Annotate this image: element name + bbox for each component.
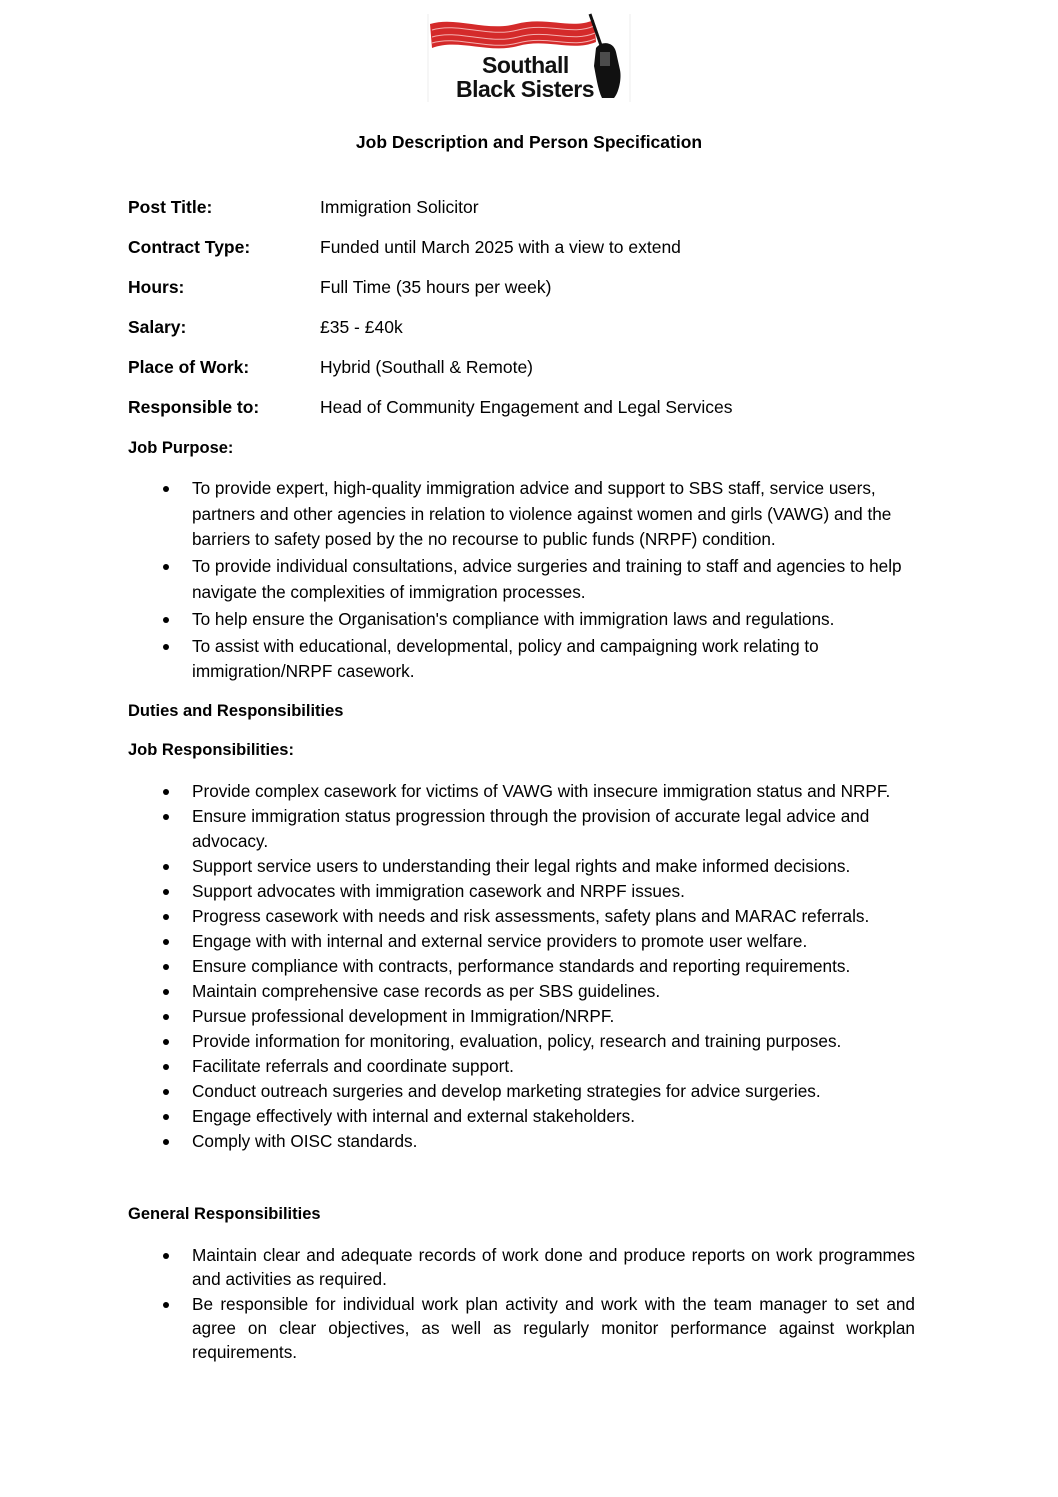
list-item: Comply with OISC standards. xyxy=(128,1129,928,1154)
field-value: Funded until March 2025 with a view to extend xyxy=(320,237,681,257)
list-item: Maintain clear and adequate records of work done and produce reports on work programmes and activities as required. xyxy=(128,1243,915,1291)
list-item: Facilitate referrals and coordinate support. xyxy=(128,1054,928,1079)
list-item: Engage with with internal and external service providers to promote user welfare. xyxy=(128,929,928,954)
field-value: £35 - £40k xyxy=(320,317,403,337)
field-label: Hours: xyxy=(128,277,185,297)
list-item: To help ensure the Organisation's compliance with immigration laws and regulations. xyxy=(128,607,928,633)
list-item: Be responsible for individual work plan activity and work with the team manager to set and agree on clear objectives, as well as regularly monitor performance against workplan requirements. xyxy=(128,1292,915,1364)
field-value: Immigration Solicitor xyxy=(320,197,479,217)
list-item: Support service users to understanding their legal rights and make informed decisions. xyxy=(128,854,928,879)
list-item: Ensure immigration status progression through the provision of accurate legal advice and advocacy. xyxy=(128,804,928,853)
field-value: Hybrid (Southall & Remote) xyxy=(320,357,533,377)
list-item: To provide expert, high-quality immigration advice and support to SBS staff, service users, partners and other agencies in relation to violence against women and girls (VAWG) and the barriers to safety posed by the no recourse to public funds (NRPF) condition. xyxy=(128,476,928,553)
field-label: Salary: xyxy=(128,317,187,337)
field-value: Full Time (35 hours per week) xyxy=(320,277,552,297)
general-responsibilities-heading: General Responsibilities xyxy=(128,1205,321,1223)
list-item: Provide complex casework for victims of VAWG with insecure immigration status and NRPF. xyxy=(128,779,928,804)
organisation-logo xyxy=(426,10,632,104)
list-item: Engage effectively with internal and external stakeholders. xyxy=(128,1104,928,1129)
field-label: Post Title: xyxy=(128,197,213,217)
list-item: Ensure compliance with contracts, performance standards and reporting requirements. xyxy=(128,954,928,979)
list-item: Support advocates with immigration casework and NRPF issues. xyxy=(128,879,928,904)
logo-text-line2: Black Sisters xyxy=(456,76,594,102)
job-purpose-list xyxy=(128,476,928,686)
field-label: Responsible to: xyxy=(128,397,260,417)
document-title: Job Description and Person Specification xyxy=(355,132,703,152)
list-item: To assist with educational, developmental, policy and campaigning work relating to immigration/NRPF casework. xyxy=(128,634,928,685)
general-responsibilities-list xyxy=(128,1243,915,1364)
job-purpose-heading: Job Purpose: xyxy=(128,439,234,457)
list-item: Pursue professional development in Immigration/NRPF. xyxy=(128,1004,928,1029)
field-label: Place of Work: xyxy=(128,357,250,377)
field-value: Head of Community Engagement and Legal Services xyxy=(320,397,733,417)
job-responsibilities-heading: Job Responsibilities: xyxy=(128,741,294,759)
logo-text-line1: Southall xyxy=(482,52,569,78)
list-item: To provide individual consultations, advice surgeries and training to staff and agencies to help navigate the complexities of immigration processes. xyxy=(128,554,928,605)
list-item: Progress casework with needs and risk assessments, safety plans and MARAC referrals. xyxy=(128,904,928,929)
list-item: Maintain comprehensive case records as per SBS guidelines. xyxy=(128,979,928,1004)
list-item: Provide information for monitoring, evaluation, policy, research and training purposes. xyxy=(128,1029,928,1054)
job-responsibilities-list xyxy=(128,779,928,1154)
field-label: Contract Type: xyxy=(128,237,251,257)
duties-heading: Duties and Responsibilities xyxy=(128,702,344,720)
list-item: Conduct outreach surgeries and develop marketing strategies for advice surgeries. xyxy=(128,1079,928,1104)
